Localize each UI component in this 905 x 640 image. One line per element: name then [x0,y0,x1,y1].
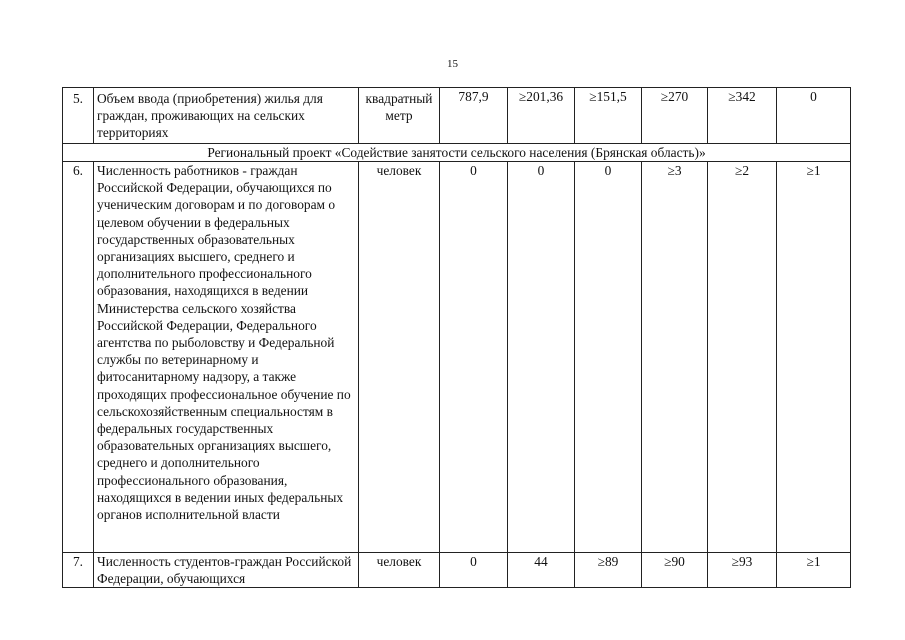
indicator-name: Объем ввода (приобретения) жилья для граждан, проживающих на сельских территориях [94,88,359,144]
indicator-value: ≥1 [777,553,851,588]
indicator-value: 0 [440,162,508,553]
page-number: 15 [447,58,458,70]
indicator-value: ≥3 [642,162,708,553]
unit-of-measure: человек [359,553,440,588]
indicator-value: 0 [440,553,508,588]
indicator-value: 787,9 [440,88,508,144]
table-row [63,553,851,588]
indicator-value: ≥89 [575,553,642,588]
indicator-value: ≥201,36 [508,88,575,144]
unit-of-measure: квадратный метр [359,88,440,144]
indicator-value: ≥90 [642,553,708,588]
table-row [63,162,851,553]
table-row [63,88,851,144]
section-row [63,144,851,162]
indicator-name: Численность работников - граждан Российской Федерации, обучающихся по ученическим договорам и по договорам о целевом обучении в федеральных государственных образовательных организациях высшего, среднего и дополнительного профессионального образования, находящихся в ведении Министерства сельского хозяйства Российской Федерации, Федерального агентства по рыболовству и Федеральной службы по ветеринарному и фитосанитарному надзору, а также проходящих профессиональное обучение по сельскохозяйственным специальностям в федеральных государственных образовательных организациях высшего, среднего и дополнительного профессионального образования, находящихся в ведении иных федеральных органов исполнительной власти [94,162,359,553]
indicator-value: ≥270 [642,88,708,144]
section-title: Региональный проект «Содействие занятости сельского населения (Брянская область)» [63,144,851,162]
indicator-value: ≥1 [777,162,851,553]
indicator-value: ≥2 [708,162,777,553]
unit-of-measure: человек [359,162,440,553]
row-number: 6. [63,162,94,553]
indicator-value: 44 [508,553,575,588]
indicator-value: ≥151,5 [575,88,642,144]
row-number: 7. [63,553,94,588]
indicator-value: 0 [508,162,575,553]
row-number: 5. [63,88,94,144]
indicator-value: ≥93 [708,553,777,588]
indicator-value: 0 [777,88,851,144]
indicator-name: Численность студентов-граждан Российской Федерации, обучающихся [94,553,359,588]
indicators-table [62,87,851,588]
indicator-value: 0 [575,162,642,553]
indicator-value: ≥342 [708,88,777,144]
